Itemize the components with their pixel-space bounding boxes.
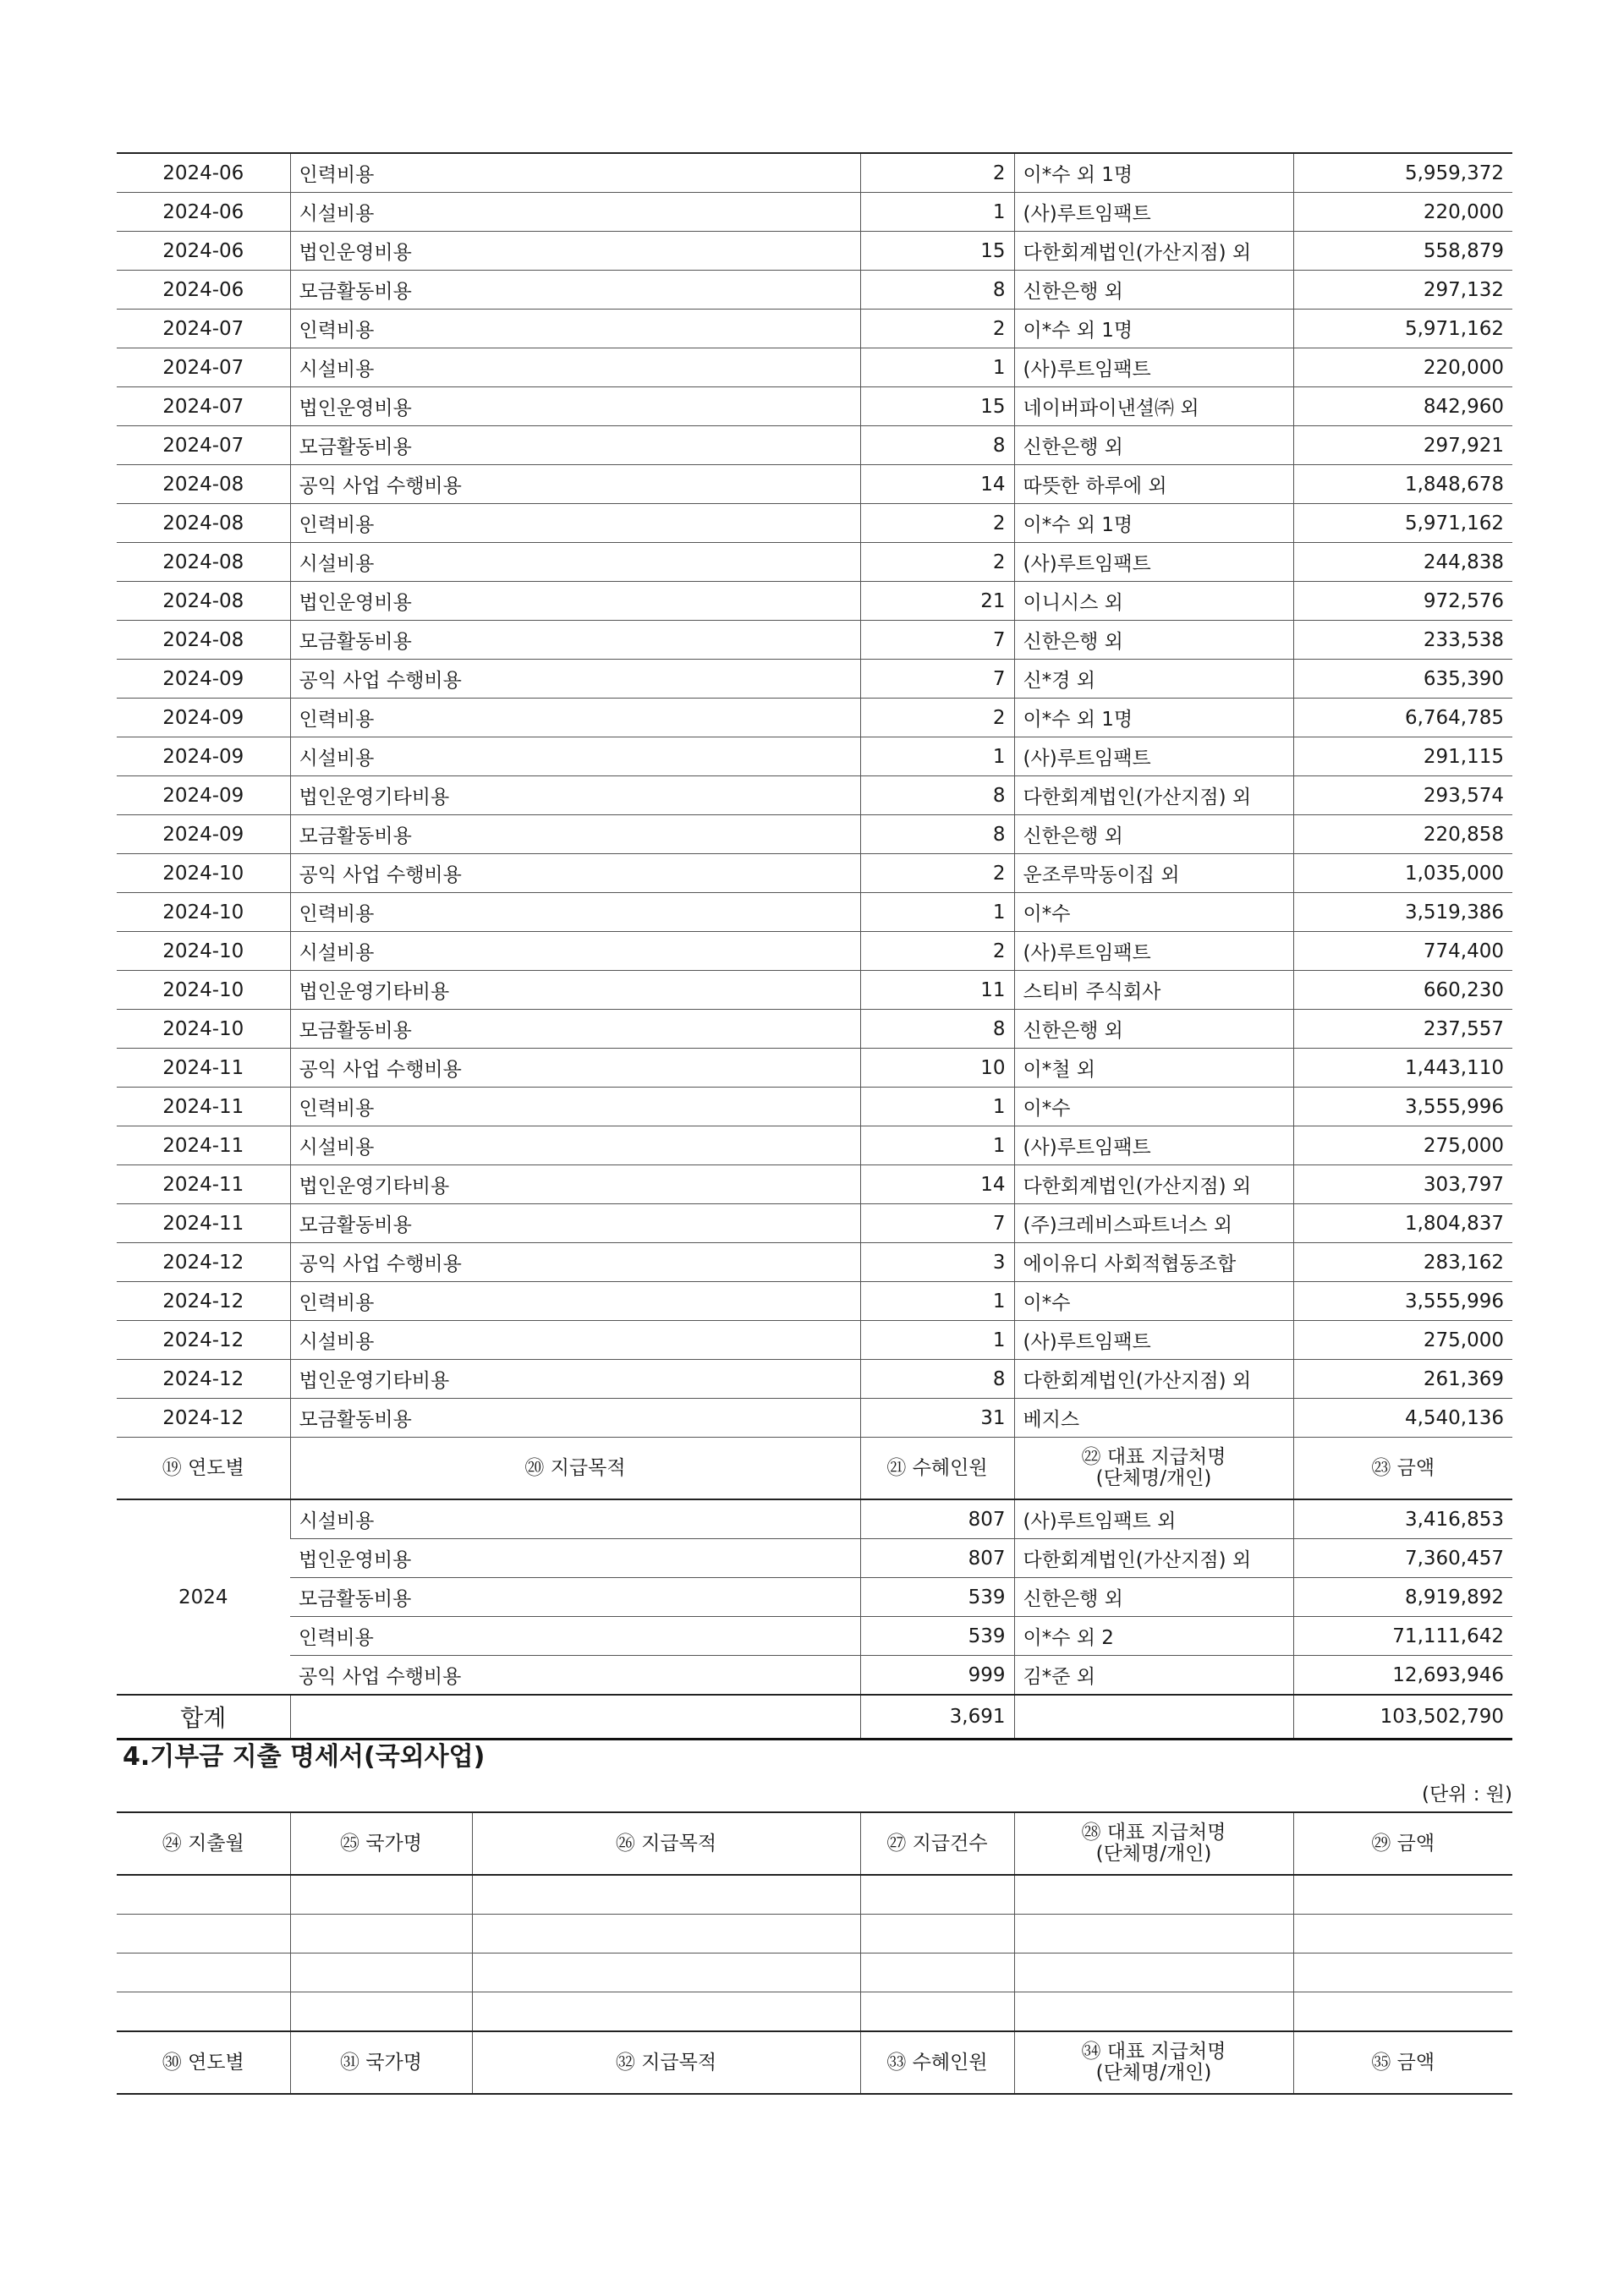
payee-cell: 이니시스 외 <box>1014 582 1293 621</box>
purpose-cell: 법인운영기타비용 <box>290 1165 860 1204</box>
amount-cell: 6,764,785 <box>1293 699 1512 737</box>
payee-cell: 이*수 외 1명 <box>1014 504 1293 543</box>
purpose-cell: 법인운영기타비용 <box>290 1360 860 1399</box>
month-cell: 2024-12 <box>117 1321 290 1360</box>
payee-cell: 따뜻한 하루에 외 <box>1014 465 1293 504</box>
table-row <box>117 1539 1512 1578</box>
overseas-monthly-header-row <box>117 1812 1512 1875</box>
purpose-cell: 시설비용 <box>290 737 860 776</box>
payee-cell: 이*철 외 <box>1014 1049 1293 1088</box>
payee-cell: (사)루트임팩트 외 <box>1014 1499 1293 1539</box>
count-cell: 2 <box>860 932 1014 971</box>
empty-row <box>117 1915 1512 1954</box>
count-cell: 8 <box>860 1010 1014 1049</box>
purpose-cell: 공익 사업 수행비용 <box>290 1656 860 1696</box>
purpose-header: ㉖ 지급목적 <box>472 1812 860 1875</box>
count-cell: 2 <box>860 854 1014 893</box>
year-header: ㉚ 연도별 <box>117 2031 290 2094</box>
table-row <box>117 1088 1512 1126</box>
payee-header-line2: (단체명/개인) <box>1095 1843 1212 1865</box>
amount-cell: 297,921 <box>1293 426 1512 465</box>
payee-cell: 신한은행 외 <box>1014 1010 1293 1049</box>
total-label: 합계 <box>117 1695 290 1740</box>
payee-cell: 에이유디 사회적협동조합 <box>1014 1243 1293 1282</box>
purpose-cell: 인력비용 <box>290 699 860 737</box>
table-row <box>117 1499 1512 1539</box>
table-row <box>117 1321 1512 1360</box>
purpose-header: ㉜ 지급목적 <box>472 2031 860 2094</box>
payee-cell: 이*수 외 1명 <box>1014 699 1293 737</box>
month-cell: 2024-10 <box>117 854 290 893</box>
month-cell: 2024-10 <box>117 893 290 932</box>
table-row <box>117 1204 1512 1243</box>
empty-row <box>117 1875 1512 1915</box>
month-cell: 2024-08 <box>117 621 290 660</box>
count-cell: 1 <box>860 893 1014 932</box>
table-row <box>117 815 1512 854</box>
month-cell: 2024-08 <box>117 504 290 543</box>
payee-cell: 이*수 <box>1014 1282 1293 1321</box>
month-cell: 2024-09 <box>117 660 290 699</box>
purpose-cell: 시설비용 <box>290 1126 860 1165</box>
payee-cell: (주)크레비스파트너스 외 <box>1014 1204 1293 1243</box>
amount-cell: 291,115 <box>1293 737 1512 776</box>
purpose-cell: 공익 사업 수행비용 <box>290 1243 860 1282</box>
payee-cell: 스티비 주식회사 <box>1014 971 1293 1010</box>
payee-cell: 김*준 외 <box>1014 1656 1293 1696</box>
purpose-cell: 시설비용 <box>290 1321 860 1360</box>
count-cell: 2 <box>860 504 1014 543</box>
count-cell: 2 <box>860 153 1014 193</box>
purpose-cell: 법인운영기타비용 <box>290 971 860 1010</box>
count-cell: 2 <box>860 699 1014 737</box>
amount-cell: 261,369 <box>1293 1360 1512 1399</box>
count-cell: 2 <box>860 310 1014 348</box>
amount-cell: 3,416,853 <box>1293 1499 1512 1539</box>
table-row <box>117 1360 1512 1399</box>
domestic-expenditure-table <box>117 152 1512 1740</box>
table-row <box>117 1243 1512 1282</box>
count-cell: 2 <box>860 543 1014 582</box>
month-cell: 2024-07 <box>117 387 290 426</box>
amount-cell: 3,555,996 <box>1293 1088 1512 1126</box>
purpose-cell: 법인운영비용 <box>290 582 860 621</box>
amount-header: ㉟ 금액 <box>1293 2031 1512 2094</box>
purpose-cell: 모금활동비용 <box>290 1578 860 1617</box>
table-row <box>117 153 1512 193</box>
month-cell: 2024-12 <box>117 1399 290 1438</box>
month-cell: 2024-10 <box>117 971 290 1010</box>
purpose-cell: 모금활동비용 <box>290 1010 860 1049</box>
amount-header: ㉓ 금액 <box>1293 1438 1512 1500</box>
count-cell: 7 <box>860 621 1014 660</box>
count-cell: 31 <box>860 1399 1014 1438</box>
purpose-cell: 시설비용 <box>290 348 860 387</box>
table-row <box>117 971 1512 1010</box>
yearly-header-row <box>117 1438 1512 1500</box>
month-cell: 2024-06 <box>117 232 290 271</box>
month-cell: 2024-06 <box>117 153 290 193</box>
table-row <box>117 1126 1512 1165</box>
purpose-cell: 시설비용 <box>290 1499 860 1539</box>
beneficiaries-header: ㉑ 수혜인원 <box>860 1438 1014 1500</box>
table-row <box>117 1578 1512 1617</box>
amount-cell: 5,971,162 <box>1293 310 1512 348</box>
purpose-cell: 인력비용 <box>290 504 860 543</box>
amount-cell: 297,132 <box>1293 271 1512 310</box>
amount-cell: 774,400 <box>1293 932 1512 971</box>
table-row <box>117 193 1512 232</box>
year-cell: 2024 <box>117 1499 290 1695</box>
payee-header-line1: ㉞ 대표 지급처명 <box>1081 2041 1226 2063</box>
monthly-rows <box>117 153 1512 1438</box>
count-cell: 3 <box>860 1243 1014 1282</box>
empty-row <box>117 1992 1512 2032</box>
table-row <box>117 1282 1512 1321</box>
payee-cell: 이*수 외 1명 <box>1014 310 1293 348</box>
payee-cell: (사)루트임팩트 <box>1014 1126 1293 1165</box>
total-row <box>117 1695 1512 1740</box>
amount-cell: 1,035,000 <box>1293 854 1512 893</box>
purpose-cell: 공익 사업 수행비용 <box>290 465 860 504</box>
count-cell: 1 <box>860 737 1014 776</box>
table-row <box>117 1049 1512 1088</box>
payee-cell: 신*경 외 <box>1014 660 1293 699</box>
payee-cell: 신한은행 외 <box>1014 621 1293 660</box>
amount-cell: 635,390 <box>1293 660 1512 699</box>
purpose-cell: 공익 사업 수행비용 <box>290 1049 860 1088</box>
total-payee-empty <box>1014 1695 1293 1740</box>
month-cell: 2024-12 <box>117 1360 290 1399</box>
amount-cell: 275,000 <box>1293 1321 1512 1360</box>
total-purpose-empty <box>290 1695 860 1740</box>
count-cell: 14 <box>860 1165 1014 1204</box>
count-cell: 14 <box>860 465 1014 504</box>
table-row <box>117 776 1512 815</box>
purpose-header: ⑳ 지급목적 <box>290 1438 860 1500</box>
count-cell: 15 <box>860 232 1014 271</box>
country-header: ㉛ 국가명 <box>290 2031 472 2094</box>
table-row <box>117 737 1512 776</box>
amount-cell: 220,858 <box>1293 815 1512 854</box>
payee-cell: 신한은행 외 <box>1014 271 1293 310</box>
empty-row <box>117 1954 1512 1992</box>
month-cell: 2024-09 <box>117 815 290 854</box>
month-cell: 2024-09 <box>117 737 290 776</box>
month-cell: 2024-09 <box>117 776 290 815</box>
country-header: ㉕ 국가명 <box>290 1812 472 1875</box>
month-cell: 2024-10 <box>117 1010 290 1049</box>
purpose-cell: 인력비용 <box>290 1088 860 1126</box>
table-row <box>117 621 1512 660</box>
amount-cell: 71,111,642 <box>1293 1617 1512 1656</box>
table-row <box>117 1399 1512 1438</box>
payee-cell: 다한회계법인(가산지점) 외 <box>1014 1360 1293 1399</box>
month-cell: 2024-09 <box>117 699 290 737</box>
payee-cell: 다한회계법인(가산지점) 외 <box>1014 232 1293 271</box>
total-count: 3,691 <box>860 1695 1014 1740</box>
payee-header-line1: ㉒ 대표 지급처명 <box>1081 1446 1226 1468</box>
month-cell: 2024-11 <box>117 1088 290 1126</box>
payee-cell: 이*수 <box>1014 1088 1293 1126</box>
count-cell: 7 <box>860 660 1014 699</box>
count-cell: 21 <box>860 582 1014 621</box>
payee-cell: 운조루막동이집 외 <box>1014 854 1293 893</box>
table-row <box>117 1010 1512 1049</box>
payee-cell: 신한은행 외 <box>1014 1578 1293 1617</box>
amount-cell: 12,693,946 <box>1293 1656 1512 1696</box>
month-cell: 2024-12 <box>117 1282 290 1321</box>
total-amount: 103,502,790 <box>1293 1695 1512 1740</box>
table-row <box>117 232 1512 271</box>
purpose-cell: 법인운영비용 <box>290 1539 860 1578</box>
payee-cell: 다한회계법인(가산지점) 외 <box>1014 1539 1293 1578</box>
count-cell: 539 <box>860 1578 1014 1617</box>
amount-cell: 8,919,892 <box>1293 1578 1512 1617</box>
payee-cell: 신한은행 외 <box>1014 426 1293 465</box>
amount-cell: 244,838 <box>1293 543 1512 582</box>
amount-cell: 842,960 <box>1293 387 1512 426</box>
purpose-cell: 모금활동비용 <box>290 621 860 660</box>
month-cell: 2024-12 <box>117 1243 290 1282</box>
payee-cell: 이*수 외 1명 <box>1014 153 1293 193</box>
month-cell: 2024-11 <box>117 1126 290 1165</box>
count-cell: 11 <box>860 971 1014 1010</box>
table-row <box>117 271 1512 310</box>
purpose-cell: 인력비용 <box>290 893 860 932</box>
count-cell: 807 <box>860 1539 1014 1578</box>
amount-cell: 220,000 <box>1293 193 1512 232</box>
month-cell: 2024-11 <box>117 1165 290 1204</box>
table-row <box>117 932 1512 971</box>
count-cell: 1 <box>860 348 1014 387</box>
month-cell: 2024-08 <box>117 465 290 504</box>
count-cell: 1 <box>860 1282 1014 1321</box>
table-row <box>117 699 1512 737</box>
month-cell: 2024-06 <box>117 193 290 232</box>
amount-cell: 275,000 <box>1293 1126 1512 1165</box>
payee-header <box>1014 1438 1293 1500</box>
amount-cell: 972,576 <box>1293 582 1512 621</box>
count-cell: 807 <box>860 1499 1014 1539</box>
overseas-yearly-header-row <box>117 2031 1512 2094</box>
table-row <box>117 1617 1512 1656</box>
count-cell: 8 <box>860 1360 1014 1399</box>
amount-cell: 1,804,837 <box>1293 1204 1512 1243</box>
amount-cell: 4,540,136 <box>1293 1399 1512 1438</box>
beneficiaries-header: ㉝ 수혜인원 <box>860 2031 1014 2094</box>
payee-cell: (사)루트임팩트 <box>1014 348 1293 387</box>
amount-cell: 558,879 <box>1293 232 1512 271</box>
table-row <box>117 582 1512 621</box>
purpose-cell: 시설비용 <box>290 193 860 232</box>
amount-cell: 7,360,457 <box>1293 1539 1512 1578</box>
payee-cell: (사)루트임팩트 <box>1014 737 1293 776</box>
amount-cell: 1,848,678 <box>1293 465 1512 504</box>
purpose-cell: 시설비용 <box>290 932 860 971</box>
purpose-cell: 법인운영비용 <box>290 387 860 426</box>
count-cell: 1 <box>860 1088 1014 1126</box>
count-cell: 1 <box>860 1126 1014 1165</box>
table-row <box>117 854 1512 893</box>
purpose-cell: 법인운영기타비용 <box>290 776 860 815</box>
count-cell: 10 <box>860 1049 1014 1088</box>
table-row <box>117 348 1512 387</box>
purpose-cell: 모금활동비용 <box>290 1399 860 1438</box>
month-header: ㉔ 지출월 <box>117 1812 290 1875</box>
payee-cell: 다한회계법인(가산지점) 외 <box>1014 1165 1293 1204</box>
purpose-cell: 인력비용 <box>290 153 860 193</box>
payee-cell: 이*수 <box>1014 893 1293 932</box>
payee-header-line2: (단체명/개인) <box>1095 1467 1212 1489</box>
month-cell: 2024-07 <box>117 310 290 348</box>
month-cell: 2024-11 <box>117 1204 290 1243</box>
month-cell: 2024-07 <box>117 426 290 465</box>
amount-cell: 3,519,386 <box>1293 893 1512 932</box>
purpose-cell: 인력비용 <box>290 310 860 348</box>
table-row <box>117 310 1512 348</box>
payee-header-line1: ㉘ 대표 지급처명 <box>1081 1822 1226 1844</box>
section-title: 4.기부금 지출 명세서(국외사업) <box>123 1742 486 1772</box>
payee-cell: 베지스 <box>1014 1399 1293 1438</box>
table-row <box>117 543 1512 582</box>
unit-label: (단위 : 원) <box>1422 1784 1512 1806</box>
payee-header <box>1014 2031 1293 2094</box>
purpose-cell: 인력비용 <box>290 1617 860 1656</box>
payee-cell: (사)루트임팩트 <box>1014 1321 1293 1360</box>
amount-cell: 220,000 <box>1293 348 1512 387</box>
overseas-expenditure-table <box>117 1811 1512 2095</box>
amount-cell: 1,443,110 <box>1293 1049 1512 1088</box>
payee-cell: 이*수 외 2 <box>1014 1617 1293 1656</box>
count-cell: 15 <box>860 387 1014 426</box>
payee-cell: 신한은행 외 <box>1014 815 1293 854</box>
purpose-cell: 시설비용 <box>290 543 860 582</box>
table-row <box>117 1165 1512 1204</box>
amount-cell: 3,555,996 <box>1293 1282 1512 1321</box>
amount-cell: 5,959,372 <box>1293 153 1512 193</box>
count-cell: 1 <box>860 1321 1014 1360</box>
count-header: ㉗ 지급건수 <box>860 1812 1014 1875</box>
payee-cell: (사)루트임팩트 <box>1014 543 1293 582</box>
count-cell: 1 <box>860 193 1014 232</box>
amount-cell: 283,162 <box>1293 1243 1512 1282</box>
table-row <box>117 426 1512 465</box>
table-row <box>117 387 1512 426</box>
table-row <box>117 660 1512 699</box>
count-cell: 8 <box>860 271 1014 310</box>
payee-cell: (사)루트임팩트 <box>1014 932 1293 971</box>
amount-cell: 233,538 <box>1293 621 1512 660</box>
purpose-cell: 법인운영비용 <box>290 232 860 271</box>
payee-header-line2: (단체명/개인) <box>1095 2062 1212 2084</box>
table-row <box>117 893 1512 932</box>
count-cell: 999 <box>860 1656 1014 1696</box>
month-cell: 2024-10 <box>117 932 290 971</box>
month-cell: 2024-08 <box>117 582 290 621</box>
amount-cell: 237,557 <box>1293 1010 1512 1049</box>
purpose-cell: 모금활동비용 <box>290 815 860 854</box>
table-row <box>117 1656 1512 1696</box>
table-row <box>117 465 1512 504</box>
count-cell: 8 <box>860 426 1014 465</box>
amount-header: ㉙ 금액 <box>1293 1812 1512 1875</box>
month-cell: 2024-07 <box>117 348 290 387</box>
amount-cell: 660,230 <box>1293 971 1512 1010</box>
purpose-cell: 모금활동비용 <box>290 271 860 310</box>
yearly-rows <box>117 1499 1512 1695</box>
year-header: ⑲ 연도별 <box>117 1438 290 1500</box>
purpose-cell: 모금활동비용 <box>290 1204 860 1243</box>
payee-cell: (사)루트임팩트 <box>1014 193 1293 232</box>
month-cell: 2024-08 <box>117 543 290 582</box>
amount-cell: 293,574 <box>1293 776 1512 815</box>
purpose-cell: 공익 사업 수행비용 <box>290 854 860 893</box>
month-cell: 2024-11 <box>117 1049 290 1088</box>
amount-cell: 303,797 <box>1293 1165 1512 1204</box>
table-row <box>117 504 1512 543</box>
count-cell: 8 <box>860 815 1014 854</box>
count-cell: 539 <box>860 1617 1014 1656</box>
count-cell: 8 <box>860 776 1014 815</box>
payee-header <box>1014 1812 1293 1875</box>
payee-cell: 네이버파이낸셜㈜ 외 <box>1014 387 1293 426</box>
amount-cell: 5,971,162 <box>1293 504 1512 543</box>
purpose-cell: 인력비용 <box>290 1282 860 1321</box>
month-cell: 2024-06 <box>117 271 290 310</box>
count-cell: 7 <box>860 1204 1014 1243</box>
purpose-cell: 모금활동비용 <box>290 426 860 465</box>
purpose-cell: 공익 사업 수행비용 <box>290 660 860 699</box>
payee-cell: 다한회계법인(가산지점) 외 <box>1014 776 1293 815</box>
